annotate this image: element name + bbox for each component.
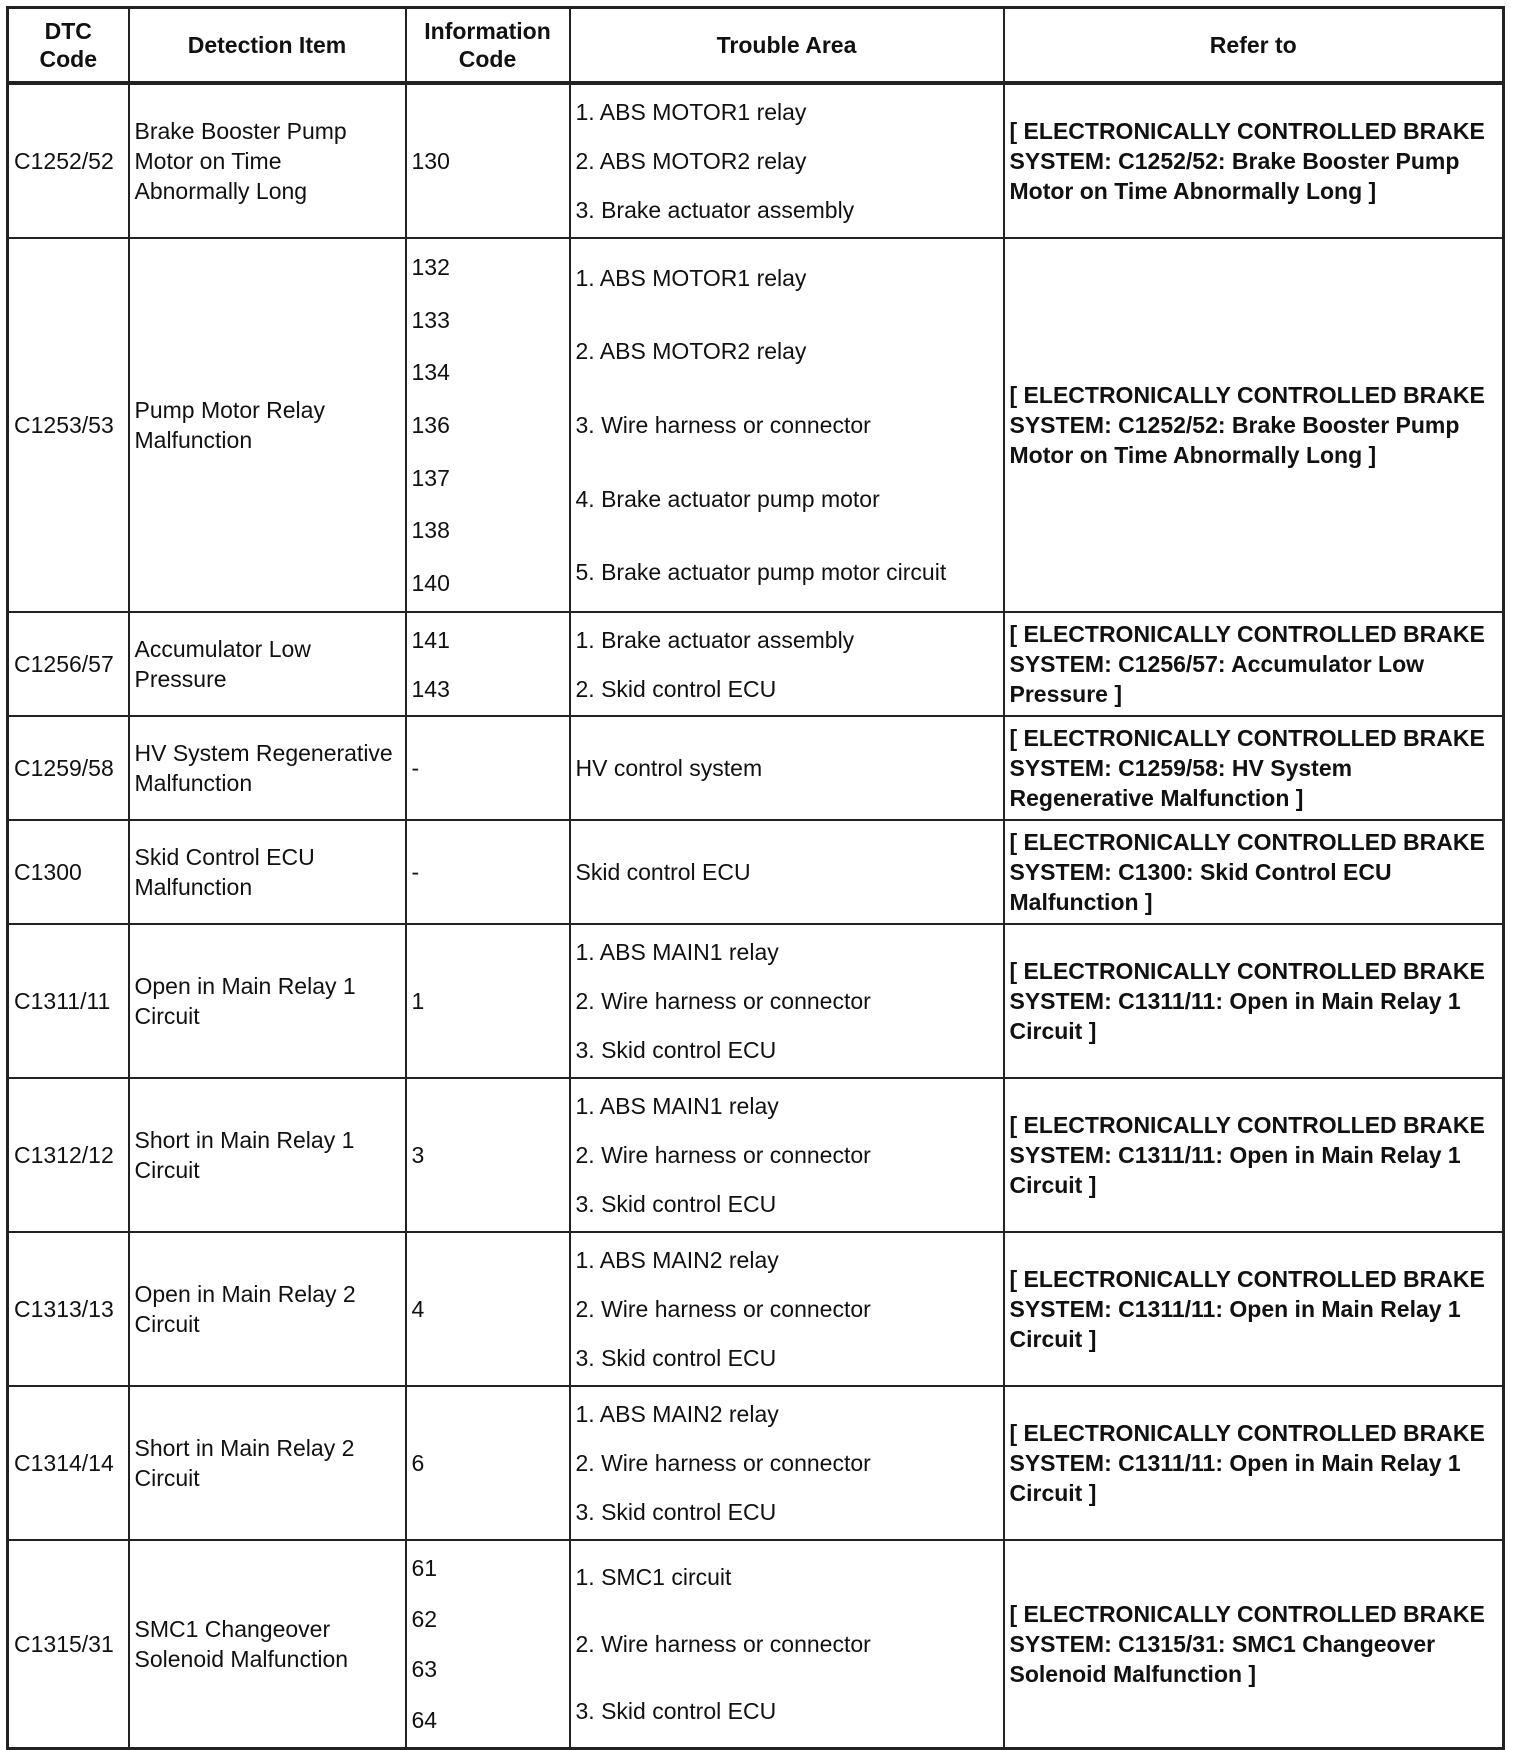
detection-item-cell: Open in Main Relay 2 Circuit xyxy=(129,1232,406,1386)
trouble-area-item: 3. Skid control ECU xyxy=(575,1345,777,1372)
information-code-list xyxy=(412,87,564,235)
dtc-table xyxy=(6,6,1505,1750)
information-code-cell xyxy=(406,612,570,716)
information-code-cell xyxy=(406,820,570,924)
trouble-area-item: 1. Brake actuator assembly xyxy=(575,626,855,653)
trouble-area-item-list xyxy=(576,1389,998,1537)
trouble-area-item: HV control system xyxy=(575,755,763,781)
trouble-area-item-list xyxy=(576,927,998,1075)
trouble-area-item: 2. Wire harness or connector xyxy=(575,987,871,1014)
trouble-area-cell xyxy=(570,83,1004,238)
information-code: 64 xyxy=(411,1706,438,1733)
trouble-area-cell xyxy=(570,820,1004,924)
trouble-area-item: 2. Wire harness or connector xyxy=(575,1449,871,1476)
table-row xyxy=(8,1078,1504,1232)
information-code: 140 xyxy=(411,569,450,596)
trouble-area-item: 2. ABS MOTOR2 relay xyxy=(575,147,807,174)
trouble-area-item-list xyxy=(576,1235,998,1383)
table-row xyxy=(8,1386,1504,1540)
information-code-list xyxy=(412,1389,564,1537)
trouble-area-cell xyxy=(570,1540,1004,1749)
information-code-cell xyxy=(406,83,570,238)
information-code-list xyxy=(412,615,564,713)
dtc-code-cell: C1256/57 xyxy=(8,612,129,716)
detection-item-cell: Skid Control ECU Malfunction xyxy=(129,820,406,924)
information-code: 4 xyxy=(411,1296,425,1322)
information-code: 132 xyxy=(411,254,450,281)
dtc-code-cell: C1315/31 xyxy=(8,1540,129,1749)
dtc-code-cell: C1300 xyxy=(8,820,129,924)
trouble-area-item-list xyxy=(576,719,998,817)
detection-item-cell: Short in Main Relay 2 Circuit xyxy=(129,1386,406,1540)
trouble-area-item-list xyxy=(576,87,998,235)
trouble-area-item: 3. Skid control ECU xyxy=(575,1037,777,1064)
table-row xyxy=(8,1540,1504,1749)
information-code-cell xyxy=(406,1078,570,1232)
trouble-area-item: 3. Skid control ECU xyxy=(575,1191,777,1218)
trouble-area-item-list xyxy=(576,823,998,921)
table-body xyxy=(8,83,1504,1749)
trouble-area-item: 3. Wire harness or connector xyxy=(575,411,871,438)
detection-item-cell: Open in Main Relay 1 Circuit xyxy=(129,924,406,1078)
detection-item-cell: Accumulator Low Pressure xyxy=(129,612,406,716)
information-code-cell xyxy=(406,1386,570,1540)
trouble-area-cell xyxy=(570,238,1004,612)
trouble-area-cell xyxy=(570,924,1004,1078)
dtc-code-cell: C1312/12 xyxy=(8,1078,129,1232)
header-dtc-code: DTC Code xyxy=(8,8,129,84)
trouble-area-item: 3. Skid control ECU xyxy=(575,1499,777,1526)
dtc-code-cell: C1314/14 xyxy=(8,1386,129,1540)
trouble-area-item: 3. Skid control ECU xyxy=(575,1698,777,1725)
information-code: 136 xyxy=(411,411,450,438)
trouble-area-item-list xyxy=(576,615,998,713)
trouble-area-item: 1. SMC1 circuit xyxy=(575,1563,732,1590)
information-code-list xyxy=(412,927,564,1075)
detection-item-cell: Brake Booster Pump Motor on Time Abnormally Long xyxy=(129,83,406,238)
detection-item-cell: HV System Regenerative Malfunction xyxy=(129,716,406,820)
trouble-area-cell xyxy=(570,1232,1004,1386)
information-code: 133 xyxy=(411,306,450,333)
information-code-list xyxy=(412,1543,564,1745)
information-code: 61 xyxy=(411,1555,438,1582)
refer-to-cell: [ ELECTRONICALLY CONTROLLED BRAKE SYSTEM: C1311/11: Open in Main Relay 1 Circuit ] xyxy=(1004,924,1504,1078)
detection-item-cell: SMC1 Changeover Solenoid Malfunction xyxy=(129,1540,406,1749)
information-code-list xyxy=(412,823,564,921)
information-code: 63 xyxy=(411,1656,438,1683)
trouble-area-item: 1. ABS MAIN2 relay xyxy=(575,1400,779,1427)
trouble-area-item: 1. ABS MOTOR1 relay xyxy=(575,264,807,291)
table-row xyxy=(8,1232,1504,1386)
information-code: 1 xyxy=(411,988,425,1014)
trouble-area-item: 1. ABS MAIN2 relay xyxy=(575,1246,779,1273)
information-code-list xyxy=(412,1081,564,1229)
trouble-area-item: 2. Wire harness or connector xyxy=(575,1141,871,1168)
refer-to-cell: [ ELECTRONICALLY CONTROLLED BRAKE SYSTEM: C1252/52: Brake Booster Pump Motor on Time Abnormally Long ] xyxy=(1004,83,1504,238)
dtc-table-container xyxy=(6,6,1505,1750)
refer-to-cell: [ ELECTRONICALLY CONTROLLED BRAKE SYSTEM: C1311/11: Open in Main Relay 1 Circuit ] xyxy=(1004,1232,1504,1386)
information-code-list xyxy=(412,719,564,817)
table-row xyxy=(8,83,1504,238)
trouble-area-item: 2. Skid control ECU xyxy=(575,675,777,702)
refer-to-cell: [ ELECTRONICALLY CONTROLLED BRAKE SYSTEM: C1315/31: SMC1 Changeover Solenoid Malfunction ] xyxy=(1004,1540,1504,1749)
trouble-area-item: 4. Brake actuator pump motor xyxy=(575,485,880,512)
refer-to-cell: [ ELECTRONICALLY CONTROLLED BRAKE SYSTEM: C1311/11: Open in Main Relay 1 Circuit ] xyxy=(1004,1078,1504,1232)
information-code-cell xyxy=(406,238,570,612)
trouble-area-item-list xyxy=(576,1081,998,1229)
trouble-area-item: 1. ABS MOTOR1 relay xyxy=(575,98,807,125)
table-row xyxy=(8,238,1504,612)
information-code-cell xyxy=(406,716,570,820)
trouble-area-item-list xyxy=(576,1543,998,1745)
dtc-code-cell: C1311/11 xyxy=(8,924,129,1078)
information-code: - xyxy=(411,755,420,781)
refer-to-cell: [ ELECTRONICALLY CONTROLLED BRAKE SYSTEM: C1252/52: Brake Booster Pump Motor on Time Abnormally Long ] xyxy=(1004,238,1504,612)
information-code-list xyxy=(412,241,564,609)
information-code: 130 xyxy=(411,148,450,174)
trouble-area-item: 2. Wire harness or connector xyxy=(575,1295,871,1322)
trouble-area-cell xyxy=(570,1386,1004,1540)
refer-to-cell: [ ELECTRONICALLY CONTROLLED BRAKE SYSTEM: C1259/58: HV System Regenerative Malfunction ] xyxy=(1004,716,1504,820)
trouble-area-cell xyxy=(570,612,1004,716)
header-detection-item: Detection Item xyxy=(129,8,406,84)
header-refer-to: Refer to xyxy=(1004,8,1504,84)
trouble-area-item: 2. ABS MOTOR2 relay xyxy=(575,338,807,365)
dtc-code-cell: C1259/58 xyxy=(8,716,129,820)
table-row xyxy=(8,716,1504,820)
dtc-code-cell: C1252/52 xyxy=(8,83,129,238)
table-row xyxy=(8,612,1504,716)
header-information-code: Information Code xyxy=(406,8,570,84)
information-code: 134 xyxy=(411,359,450,386)
information-code: - xyxy=(411,859,420,885)
refer-to-cell: [ ELECTRONICALLY CONTROLLED BRAKE SYSTEM: C1256/57: Accumulator Low Pressure ] xyxy=(1004,612,1504,716)
table-header-row xyxy=(8,8,1504,84)
refer-to-cell: [ ELECTRONICALLY CONTROLLED BRAKE SYSTEM: C1300: Skid Control ECU Malfunction ] xyxy=(1004,820,1504,924)
header-trouble-area: Trouble Area xyxy=(570,8,1004,84)
dtc-code-cell: C1313/13 xyxy=(8,1232,129,1386)
information-code: 141 xyxy=(411,626,450,653)
trouble-area-cell xyxy=(570,1078,1004,1232)
information-code-cell xyxy=(406,1540,570,1749)
trouble-area-item: 3. Brake actuator assembly xyxy=(575,197,855,224)
trouble-area-cell xyxy=(570,716,1004,820)
table-row xyxy=(8,924,1504,1078)
trouble-area-item: 1. ABS MAIN1 relay xyxy=(575,938,779,965)
information-code: 138 xyxy=(411,517,450,544)
detection-item-cell: Pump Motor Relay Malfunction xyxy=(129,238,406,612)
information-code-cell xyxy=(406,1232,570,1386)
information-code: 3 xyxy=(411,1142,425,1168)
trouble-area-item-list xyxy=(576,241,998,609)
information-code: 62 xyxy=(411,1605,438,1632)
refer-to-cell: [ ELECTRONICALLY CONTROLLED BRAKE SYSTEM: C1311/11: Open in Main Relay 1 Circuit ] xyxy=(1004,1386,1504,1540)
trouble-area-item: Skid control ECU xyxy=(575,859,751,885)
information-code: 6 xyxy=(411,1450,425,1476)
information-code-cell xyxy=(406,924,570,1078)
detection-item-cell: Short in Main Relay 1 Circuit xyxy=(129,1078,406,1232)
information-code: 143 xyxy=(411,675,450,702)
trouble-area-item: 2. Wire harness or connector xyxy=(575,1630,871,1657)
dtc-code-cell: C1253/53 xyxy=(8,238,129,612)
table-row xyxy=(8,820,1504,924)
information-code-list xyxy=(412,1235,564,1383)
trouble-area-item: 5. Brake actuator pump motor circuit xyxy=(575,559,947,586)
information-code: 137 xyxy=(411,464,450,491)
trouble-area-item: 1. ABS MAIN1 relay xyxy=(575,1092,779,1119)
